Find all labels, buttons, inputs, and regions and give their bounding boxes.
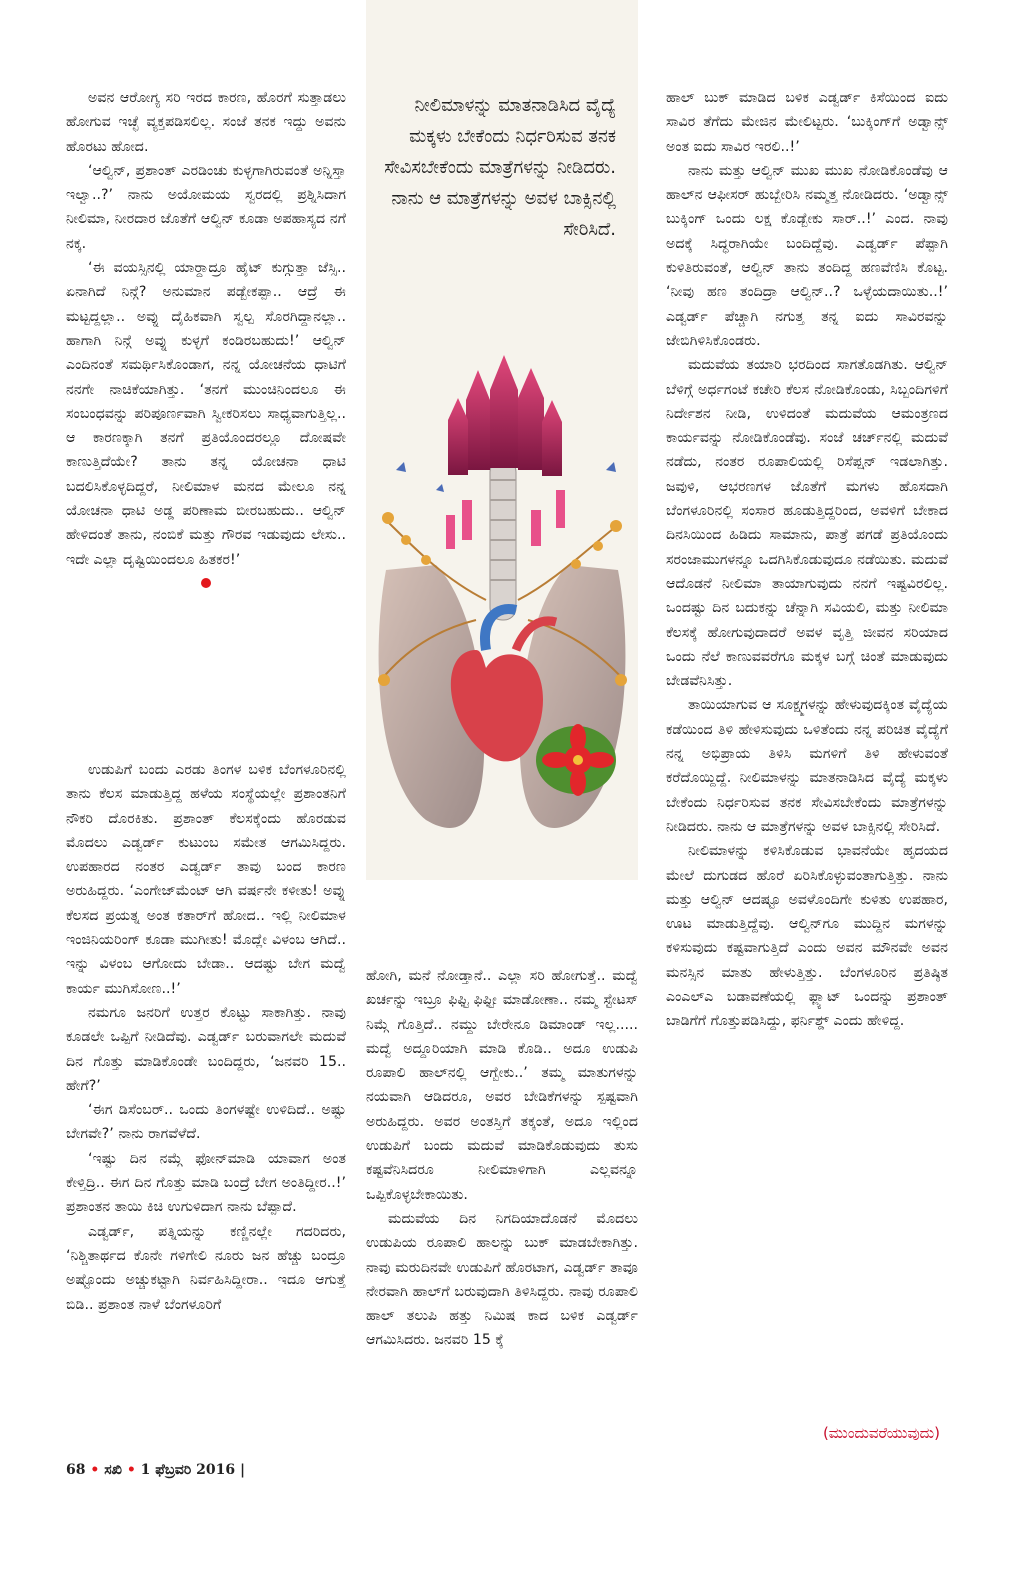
footer-bar: | <box>240 1462 246 1478</box>
separator-dot: • <box>90 1462 100 1478</box>
section-break-dot <box>201 578 211 588</box>
column-1-top <box>66 86 346 618</box>
magazine-name: ಸಖಿ <box>104 1462 122 1478</box>
crystal-cluster <box>448 355 562 476</box>
paragraph: ನಮಗೂ ಜನರಿಗೆ ಉತ್ತರ ಕೊಟ್ಟು ಸಾಕಾಗಿತ್ತು. ನಾವು ಕೂಡಲೇ ಒಪ್ಪಿಗೆ ನೀಡಿದೆವು. ಎಡ್ವರ್ಡ್ ಬರುವಾಗಲೇ ಮದುವೆ ದಿನ ಗೊತ್ತು ಮಾಡಿಕೊಂಡೇ ಬಂದಿದ್ದರು, ‘ಜನವರಿ 15.. ಹೇಗೆ?’ <box>66 1004 346 1094</box>
page-number: 68 <box>66 1462 86 1478</box>
separator-dot: • <box>126 1462 136 1478</box>
anatomy-flower-illustration <box>366 350 638 880</box>
issue-date: 1 ಫೆಬ್ರವರಿ 2016 <box>140 1462 236 1478</box>
page-footer <box>66 1462 245 1478</box>
paragraph: ಮದುವೆಯ ದಿನ ನಿಗದಿಯಾದೊಡನೆ ಮೊದಲು ಉಡುಪಿಯ ರೂಪಾಲಿ ಹಾಲನ್ನು ಬುಕ್ ಮಾಡಬೇಕಾಗಿತ್ತು. ನಾವು ಮರುದಿನವೇ ಉಡುಪಿಗೆ ಹೊರಟಾಗ, ಎಡ್ವರ್ಡ್ ತಾವೂ ನೇರವಾಗಿ ಹಾಲ್‌ಗೆ ಬರುವುದಾಗಿ ತಿಳಿಸಿದ್ದರು. ನಾವು ರೂಪಾಲಿ ಹಾಲ್ ತಲುಪಿ ಹತ್ತು ನಿಮಿಷ ಕಾದ ಬಳಿಕ ಎಡ್ವರ್ಡ್ ಆಗಮಿಸಿದರು. ಜನವರಿ 15 ಕ್ಕೆ <box>366 1210 638 1349</box>
paragraph: ಹಾಲ್ ಬುಕ್ ಮಾಡಿದ ಬಳಿಕ ಎಡ್ವರ್ಡ್ ಕಿಸೆಯಿಂದ ಐದು ಸಾವಿರ ತೆಗೆದು ಮೇಜಿನ ಮೇಲಿಟ್ಟರು. ‘ಬುಕ್ಕಿಂಗ್‌ಗೆ ಅಡ್ವಾನ್ಸ್ ಅಂತ ಐದು ಸಾವಿರ ಇರಲಿ..!’ <box>666 90 948 155</box>
paragraph: ಉಡುಪಿಗೆ ಬಂದು ಎರಡು ತಿಂಗಳ ಬಳಿಕ ಬೆಂಗಳೂರಿನಲ್ಲಿ ತಾನು ಕೆಲಸ ಮಾಡುತ್ತಿದ್ದ ಹಳೆಯ ಸಂಸ್ಥೆಯಲ್ಲೇ ಪ್ರಶಾಂತನಿಗೆ ನೌಕರಿ ದೊರಕಿತು. ಪ್ರಶಾಂತ್ ಕೆಲಸಕ್ಕೆಂದು ಹೊರಡುವ ಮೊದಲು ಎಡ್ವರ್ಡ್ ಕುಟುಂಬ ಸಮೇತ ಆಗಮಿಸಿದ್ದರು. ಉಪಹಾರದ ನಂತರ ಎಡ್ವರ್ಡ್ ತಾವು ಬಂದ ಕಾರಣ ಅರುಹಿದ್ದರು. ‘ಎಂಗೇಜ್‌ಮೆಂಟ್ ಆಗಿ ವರ್ಷನೇ ಕಳೀತು! ಅವ್ನು ಕೆಲಸದ ಪ್ರಯತ್ನ ಅಂತ ಕತಾರ್‌ಗೆ ಹೋದ.. ಇಲ್ಲಿ ನೀಲಿಮಾಳ ಇಂಜಿನಿಯರಿಂಗ್ ಕೂಡಾ ಮುಗೀತು! ಮೊದ್ಲೇ ವಿಳಂಬ ಆಗಿದೆ.. ಇನ್ನು ವಿಳಂಬ ಆಗೋದು ಬೇಡಾ.. ಆದಷ್ಟು ಬೇಗ ಮದ್ವೆ ಕಾರ್ಯ ಮುಗಿಸೋಣ..!’ <box>66 762 346 997</box>
paragraph: ಅವನ ಆರೋಗ್ಯ ಸರಿ ಇರದ ಕಾರಣ, ಹೊರಗೆ ಸುತ್ತಾಡಲು ಹೋಗುವ ಇಚ್ಛೆ ವ್ಯಕ್ತಪಡಿಸಲಿಲ್ಲ. ಸಂಜೆ ತನಕ ಇದ್ದು ಅವನು ಹೊರಟು ಹೋದ. <box>66 90 346 155</box>
paragraph: ಎಡ್ವರ್ಡ್, ಪತ್ನಿಯನ್ನು ಕಣ್ಣಿನಲ್ಲೇ ಗದರಿದರು, ‘ನಿಶ್ಚಿತಾರ್ಥದ ಕೊನೇ ಗಳಿಗೇಲಿ ನೂರು ಜನ ಹೆಚ್ಚು ಬಂದ್ರೂ ಅಷ್ಟೊಂದು ಅಚ್ಚುಕಟ್ಟಾಗಿ ನಿರ್ವಹಿಸಿದ್ದೀರಾ.. ಇದೂ ಆಗುತ್ತೆ ಬಿಡಿ.. ಪ್ರಶಾಂತ ನಾಳೆ ಬೆಂಗಳೂರಿಗೆ <box>66 1223 346 1313</box>
column-1-bottom <box>66 758 346 1317</box>
paragraph: ನೀಲಿಮಾಳನ್ನು ಕಳಿಸಿಕೊಡುವ ಭಾವನೆಯೇ ಹೃದಯದ ಮೇಲೆ ದುಗುಡದ ಹೊರೆ ಏರಿಸಿಕೊಳ್ಳುವಂತಾಗುತ್ತಿತ್ತು. ನಾನು ಮತ್ತು ಆಲ್ವಿನ್ ಆದಷ್ಟೂ ಅವಳೊಂದಿಗೇ ಕುಳಿತು ಉಪಹಾರ, ಊಟ ಮಾಡುತ್ತಿದ್ದೆವು. ಆಲ್ವಿನ್‌ಗೂ ಮುದ್ದಿನ ಮಗಳನ್ನು ಕಳಿಸುವುದು ಕಷ್ಟವಾಗುತ್ತಿದೆ ಎಂದು ಅವನ ಮೌನವೇ ಅವನ ಮನಸ್ಸಿನ ಮಾತು ಹೇಳುತ್ತಿತ್ತು. ಬೆಂಗಳೂರಿನ ಪ್ರತಿಷ್ಠಿತ ಎಂಎಲ್ಎ ಬಡಾವಣೆಯಲ್ಲಿ ಫ್ಲ್ಯಾಟ್ ಒಂದನ್ನು ಪ್ರಶಾಂತ್ ಬಾಡಿಗೆಗೆ ಗೊತ್ತುಪಡಿಸಿದ್ದು, ಫರ್ನಿಶ್ಡ್ ಎಂದು ಹೇಳಿದ್ದ. <box>666 843 948 1030</box>
paragraph: ಮದುವೆಯ ತಯಾರಿ ಭರದಿಂದ ಸಾಗತೊಡಗಿತು. ಆಲ್ವಿನ್ ಬೆಳಿಗ್ಗೆ ಅರ್ಧಗಂಟೆ ಕಚೇರಿ ಕೆಲಸ ನೋಡಿಕೊಂಡು, ಸಿಬ್ಬಂದಿಗಳಿಗೆ ನಿರ್ದೇಶನ ನೀಡಿ, ಉಳಿದಂತೆ ಮದುವೆಯ ಆಮಂತ್ರಣದ ಕಾರ್ಯವನ್ನು ನೋಡಿಕೊಂಡೆವು. ಸಂಜೆ ಚರ್ಚ್‌ನಲ್ಲಿ ಮದುವೆ ನಡೆದು, ನಂತರ ರೂಪಾಲಿಯಲ್ಲಿ ರಿಸೆಪ್ಷನ್ ಇಡಲಾಗಿತ್ತು. ಜವುಳಿ, ಆಭರಣಗಳ ಜೊತೆಗೆ ಮಗಳು ಹೊಸದಾಗಿ ಬೆಂಗಳೂರಿನಲ್ಲಿ ಸಂಸಾರ ಹೂಡುತ್ತಿದ್ದರಿಂದ, ಅವಳಿಗೆ ಬೇಕಾದ ದಿನಸಿಯಿಂದ ಹಿಡಿದು ಸಾಮಾನು, ಪಾತ್ರೆ ಪಗಡೆ ಪ್ರತಿಯೊಂದು ಸರಂಜಾಮುಗಳನ್ನೂ ಒದಗಿಸಿಕೊಡುವುದೂ ನಡೆಯಿತು. ಮದುವೆ ಆದೊಡನೆ ನೀಲಿಮಾ ತಾಯಾಗುವುದು ನನಗೆ ಇಷ್ಟವಿರಲಿಲ್ಲ. ಒಂದಷ್ಟು ದಿನ ಬದುಕನ್ನು ಚೆನ್ನಾಗಿ ಸವಿಯಲಿ, ಮತ್ತು ನೀಲಿಮಾ ಕೆಲಸಕ್ಕೆ ಹೋಗುವುದಾದರೆ ಅವಳ ವೃತ್ತಿ ಜೀವನ ಸರಿಯಾದ ಒಂದು ನೆಲೆ ಕಾಣುವವರೆಗೂ ಮಕ್ಕಳ ಬಗ್ಗೆ ಚಿಂತೆ ಮಾಡುವುದು ಬೇಡವೆನಿಸಿತ್ತು. <box>666 357 948 690</box>
paragraph: ‘ಆಲ್ವಿನ್, ಪ್ರಶಾಂತ್ ಎರಡಿಂಚು ಕುಳ್ಳಗಾಗಿರುವಂತೆ ಅನ್ನಿಸ್ತಾ ಇಲ್ವಾ..?’ ನಾನು ಅಯೋಮಯ ಸ್ವರದಲ್ಲಿ ಪ್ರಶ್ನಿಸಿದಾಗ ನೀಲಿಮಾ, ನೀರದಾರ ಜೊತೆಗೆ ಆಲ್ವಿನ್ ಕೂಡಾ ಅಪಹಾಸ್ಯದ ನಗೆ ನಕ್ಕ. <box>66 162 346 252</box>
paragraph: ‘ಇಷ್ಟು ದಿನ ನಮ್ಗೆ ಫೋನ್‌ಮಾಡಿ ಯಾವಾಗ ಅಂತ ಕೇಳ್ತಿದ್ರಿ.. ಈಗ ದಿನ ಗೊತ್ತು ಮಾಡಿ ಬಂದ್ರೆ ಬೇಗ ಅಂತಿದ್ದೀರ..!’ ಪ್ರಶಾಂತನ ತಾಯಿ ಕಿಚಿ ಉಗುಳಿದಾಗ ನಾನು ಬೆಪ್ಪಾದೆ. <box>66 1150 346 1216</box>
paragraph: ನಾನು ಮತ್ತು ಆಲ್ವಿನ್ ಮುಖ ಮುಖ ನೋಡಿಕೊಂಡೆವು ಆ ಹಾಲ್‌ನ ಆಫೀಸರ್ ಹುಬ್ಬೇರಿಸಿ ನಮ್ಮತ್ತ ನೋಡಿದರು. ‘ಅಡ್ವಾನ್ಸ್ ಬುಕ್ಕಿಂಗ್ ಒಂದು ಲಕ್ಷ ಕೊಡ್ಬೇಕು ಸಾರ್..!’ ಎಂದ. ನಾವು ಅದಕ್ಕೆ ಸಿದ್ಧರಾಗಿಯೇ ಬಂದಿದ್ದೆವು. ಎಡ್ವರ್ಡ್ ಪೆಪ್ಪಾಗಿ ಕುಳಿತಿರುವಂತೆ, ಆಲ್ವಿನ್ ತಾನು ತಂದಿದ್ದ ಹಣವೆಣಿಸಿ ಕೊಟ್ಟ. ‘ನೀವು ಹಣ ತಂದಿದ್ರಾ ಆಲ್ವಿನ್..? ಒಳ್ಳೆಯದಾಯಿತು..!’ ಎಡ್ವರ್ಡ್ ಪೆಚ್ಚಾಗಿ ನಗುತ್ತ ತನ್ನ ಐದು ಸಾವಿರವನ್ನು ಜೇಬಿಗಿಳಿಸಿಕೊಂಡರು. <box>666 162 948 349</box>
paragraph: ‘ಈಗ ಡಿಸೆಂಬರ್.. ಒಂದು ತಿಂಗಳಷ್ಟೇ ಉಳಿದಿದೆ.. ಅಷ್ಟು ಬೇಗವೇ?’ ನಾನು ರಾಗವೆಳೆದೆ. <box>66 1102 346 1143</box>
column-2-bottom <box>366 964 638 1353</box>
continued-label: (ಮುಂದುವರೆಯುವುದು) <box>822 1424 940 1442</box>
column-3 <box>666 86 948 1034</box>
paragraph: ತಾಯಿಯಾಗುವ ಆ ಸೂಕ್ಷ್ಮಗಳನ್ನು ಹೇಳುವುದಕ್ಕಿಂತ ವೈದ್ಯೆಯ ಕಡೆಯಿಂದ ತಿಳಿ ಹೇಳಿಸುವುದು ಒಳಿತೆಂದು ನನ್ನ ಪರಿಚಿತ ವೈದ್ಯೆಗೆ ನನ್ನ ಅಭಿಪ್ರಾಯ ತಿಳಿಸಿ ಮಗಳಿಗೆ ತಿಳಿ ಹೇಳುವಂತೆ ಕರೆದೊಯ್ದಿದ್ದೆ. ನೀಲಿಮಾಳನ್ನು ಮಾತನಾಡಿಸಿದ ವೈದ್ಯೆ ಮಕ್ಕಳು ಬೇಕೆಂದು ನಿರ್ಧರಿಸುವ ತನಕ ಸೇವಿಸಬೇಕೆಂದು ಮಾತ್ರೆಗಳನ್ನು ನೀಡಿದರು. ನಾನು ಆ ಮಾತ್ರೆಗಳನ್ನು ಅವಳ ಬಾಕ್ಸಿನಲ್ಲಿ ಸೇರಿಸಿದೆ. <box>666 697 948 835</box>
paragraph: ‘ಈ ವಯಸ್ಸಿನಲ್ಲಿ ಯಾರ್‍ದಾದ್ರೂ ಹೈಟ್ ಕುಗ್ಗುತ್ತಾ ಜೆಸ್ಸಿ.. ಏನಾಗಿದೆ ನಿನ್ಗೆ? ಅನುಮಾನ ಪಡ್ಬೇಕಪ್ಪಾ.. ಆದ್ರೆ ಈ ಮಟ್ಟದ್ದಲ್ಲಾ.. ಅವ್ನು ದೈಹಿಕವಾಗಿ ಸ್ವಲ್ಪ ಸೊರಗಿದ್ದಾನಲ್ಲಾ.. ಹಾಗಾಗಿ ನಿನ್ಗೆ ಅವ್ನು ಕುಳ್ಳಗೆ ಕಂಡಿರಬಹುದು!’ ಆಲ್ವಿನ್ ಎಂದಿನಂತೆ ಸಮರ್ಥಿಸಿಕೊಂಡಾಗ, ನನ್ನ ಯೋಚನೆಯ ಧಾಟಿಗೆ ನನಗೇ ನಾಚಿಕೆಯಾಗಿತ್ತು. ‘ತನಗೆ ಮುಂಚಿನಿಂದಲೂ ಈ ಸಂಬಂಧವನ್ನು ಪರಿಪೂರ್ಣವಾಗಿ ಸ್ವೀಕರಿಸಲು ಸಾಧ್ಯವಾಗುತ್ತಿಲ್ಲ.. ಆ ಕಾರಣಕ್ಕಾಗಿ ತನಗೆ ಪ್ರತಿಯೊಂದರಲ್ಲೂ ದೋಷವೇ ಕಾಣುತ್ತಿದೆಯೇ? ತಾನು ತನ್ನ ಯೋಚನಾ ಧಾಟಿ ಬದಲಿಸಿಕೊಳ್ಳದಿದ್ದರೆ, ನೀಲಿಮಾಳ ಮನದ ಮೇಲೂ ನನ್ನ ಯೋಚನಾ ಧಾಟಿ ಅಡ್ಡ ಪರಿಣಾಮ ಬೀರಬಹುದು.. ಆಲ್ವಿನ್ ಹೇಳಿದಂತೆ ತಾನು, ನಂಬಿಕೆ ಮತ್ತು ಗೌರವ ಇಡುವುದು ಲೇಸು.. ಇದೇ ಎಲ್ಲಾ ದೃಷ್ಟಿಯಿಂದಲೂ ಹಿತಕರ!’ <box>66 260 346 568</box>
pull-quote: ನೀಲಿಮಾಳನ್ನು ಮಾತನಾಡಿಸಿದ ವೈದ್ಯೆ ಮಕ್ಕಳು ಬೇಕೆಂದು ನಿರ್ಧರಿಸುವ ತನಕ ಸೇವಿಸಬೇಕೆಂದು ಮಾತ್ರೆಗಳನ್ನು ನೀಡಿದರು. ನಾನು ಆ ಮಾತ್ರೆಗಳನ್ನು ಅವಳ ಬಾಕ್ಸಿನಲ್ಲಿ ಸೇರಿಸಿದೆ. <box>384 95 616 240</box>
paragraph: ಹೋಗಿ, ಮನೆ ನೋಡ್ತಾನೆ.. ಎಲ್ಲಾ ಸರಿ ಹೋಗುತ್ತೆ.. ಮದ್ವೆ ಖರ್ಚನ್ನು ಇಬ್ರೂ ಫಿಫ್ಟಿ ಫಿಫ್ಟೀ ಮಾಡೋಣಾ.. ನಮ್ಮ ಸ್ಟೇಟಸ್ ನಿಮ್ಗೆ ಗೊತ್ತಿದೆ.. ನಮ್ದು ಬೇರೇನೂ ಡಿಮಾಂಡ್ ಇಲ್ಲ..... ಮದ್ವೆ ಅದ್ದೂರಿಯಾಗಿ ಮಾಡಿ ಕೊಡಿ.. ಅದೂ ಉಡುಪಿ ರೂಪಾಲಿ ಹಾಲ್‌ನಲ್ಲಿ ಆಗ್ಬೇಕು..’ ತಮ್ಮ ಮಾತುಗಳನ್ನು ನಯವಾಗಿ ಆಡಿದರೂ, ಅವರ ಬೇಡಿಕೆಗಳನ್ನು ಸ್ಪಷ್ಟವಾಗಿ ಅರುಹಿದ್ದರು. ಅವರ ಅಂತಸ್ತಿಗೆ ತಕ್ಕಂತೆ, ಅದೂ ಇಲ್ಲಿಂದ ಉಡುಪಿಗೆ ಬಂದು ಮದುವೆ ಮಾಡಿಕೊಡುವುದು ತುಸು ಕಷ್ಟವೆನಿಸಿದರೂ ನೀಲಿಮಾಳಿಗಾಗಿ ಎಲ್ಲವನ್ನೂ ಒಪ್ಪಿಕೊಳ್ಳಬೇಕಾಯಿತು. <box>366 968 638 1203</box>
